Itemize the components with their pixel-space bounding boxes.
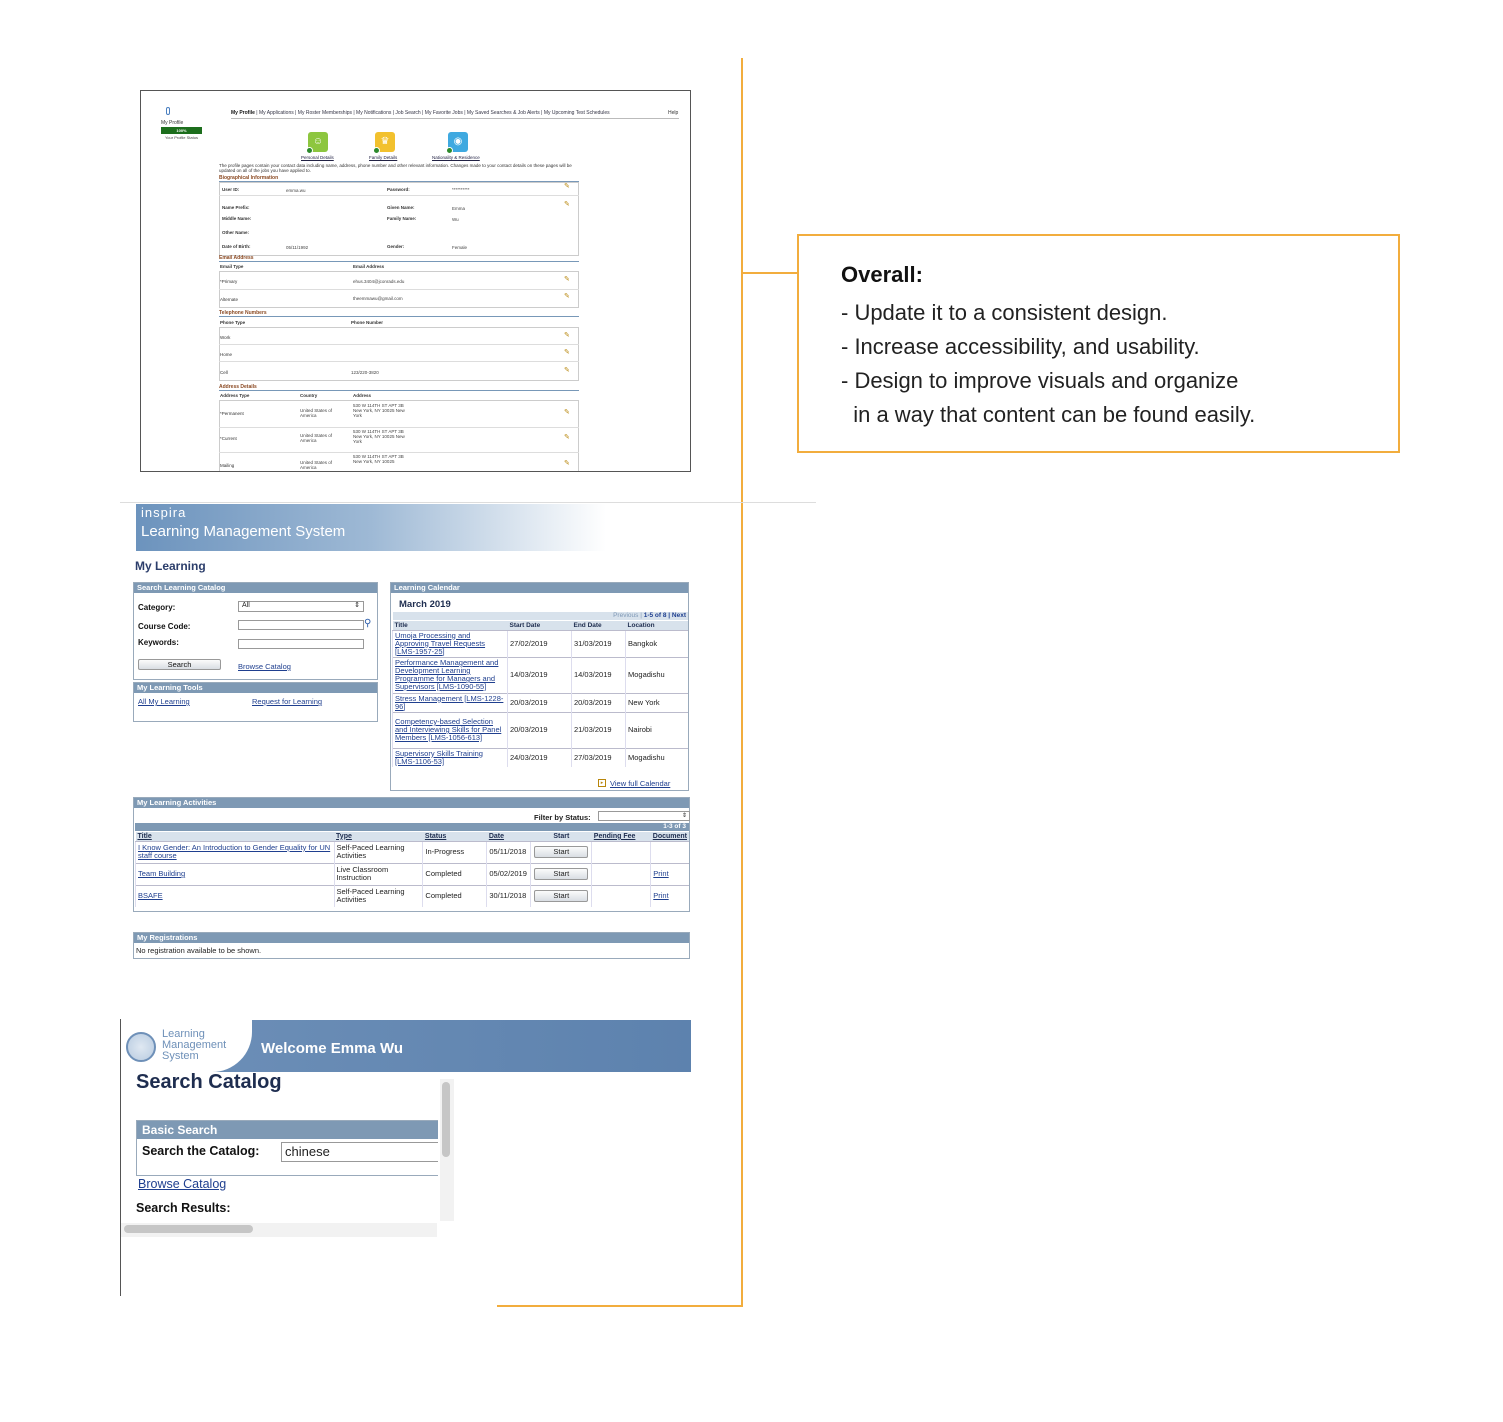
vertical-scroll-thumb[interactable] [442, 1082, 450, 1157]
edit-pencil-icon[interactable]: ✎ [564, 349, 570, 356]
location: Mogadishu [626, 748, 689, 767]
email-address: ehus.3404@jconrads.edu [353, 279, 405, 284]
end-date: 27/03/2019 [572, 748, 626, 767]
brand-name: inspira [141, 505, 187, 520]
nav-my-profile[interactable]: My Profile [231, 110, 255, 116]
overall-point: - Update it to a consistent design. [841, 300, 1168, 325]
table-row [393, 693, 689, 712]
row-divider [219, 289, 579, 290]
start-date: 20/03/2019 [508, 712, 572, 748]
profile-status-label: Your Profile Status [165, 135, 198, 140]
edit-pencil-icon[interactable]: ✎ [564, 183, 570, 190]
activities-heading: My Learning Activities [134, 798, 689, 808]
page-title: My Learning [135, 559, 206, 573]
family-name-value: Wu [452, 217, 459, 222]
un-emblem-icon [126, 1032, 156, 1062]
row-divider [219, 427, 579, 428]
address-header: Address [353, 393, 372, 398]
learning-activities-box [133, 797, 690, 912]
edit-pencil-icon[interactable]: ✎ [564, 460, 570, 467]
col-status[interactable]: Status [423, 832, 487, 841]
check-icon [446, 147, 453, 154]
address-country: United States of America [300, 408, 333, 418]
personal-details-link[interactable]: Personal Details [301, 155, 334, 160]
course-code-input[interactable] [238, 620, 364, 630]
logo-text: Learning Management System [162, 1028, 227, 1062]
pending-fee [592, 841, 651, 863]
col-title: Title [393, 621, 508, 630]
location: Nairobi [626, 712, 689, 748]
overall-annotation-box [797, 234, 1400, 453]
activity-date: 05/11/2018 [487, 841, 531, 863]
keywords-label: Keywords: [138, 638, 179, 647]
calendar-table [392, 621, 688, 767]
activity-type: Self-Paced Learning Activities [334, 841, 423, 863]
my-profile-label: My Profile [161, 120, 184, 126]
profile-intro-text: The profile pages contain your contact data including name, address, phone number and other relevant information. Changes made to your contact details on these pages will be updated on all of the jobs you have applied to. [219, 163, 572, 173]
lms-banner [136, 504, 606, 551]
course-link[interactable]: Performance Management and Development Learning Programme for Managers and Supervisors [LMS-1090-55] [395, 658, 499, 691]
profile-screenshot [140, 90, 691, 472]
panel-left-border [120, 1019, 121, 1296]
profile-top-nav[interactable] [231, 110, 610, 116]
personal-details-tile[interactable] [308, 132, 328, 152]
section-divider [120, 502, 816, 503]
table-row [136, 885, 690, 907]
category-value: All [242, 602, 250, 609]
person-icon: ☺ [312, 136, 324, 147]
email-address: theemmawu@gmail.com [353, 296, 403, 301]
activity-status: In-Progress [423, 841, 487, 863]
col-start-date: Start Date [508, 621, 572, 630]
edit-pencil-icon[interactable]: ✎ [564, 276, 570, 283]
table-row [136, 863, 690, 885]
activity-link[interactable]: Team Building [138, 869, 186, 878]
welcome-text: Welcome Emma Wu [261, 1040, 403, 1057]
course-link[interactable]: Umoja Processing and Approving Travel Requests [LMS-1957-25] [395, 630, 486, 656]
pager-previous[interactable]: Previous | [613, 612, 642, 619]
connector-bottom-line [497, 1305, 743, 1307]
profile-progress-bar: 100% [161, 127, 202, 134]
password-label: Password: [387, 187, 410, 192]
request-learning-link[interactable]: Request for Learning [252, 697, 323, 706]
overall-title: Overall: [841, 262, 923, 287]
gender-value: Female [452, 245, 468, 250]
learning-calendar [390, 582, 689, 791]
phone-type: Home [220, 352, 233, 357]
family-name-label: Family Name: [387, 216, 417, 221]
nav-divider [231, 118, 679, 119]
lookup-search-icon[interactable]: ⚲ [364, 618, 372, 629]
search-catalog-screenshot [120, 1019, 692, 1296]
family-details-tile[interactable] [375, 132, 395, 152]
col-title[interactable]: Title [136, 832, 335, 841]
registrations-box [133, 932, 690, 959]
activity-link[interactable]: I Know Gender: An Introduction to Gender Equality for UN staff course [138, 843, 331, 860]
start-date: 24/03/2019 [508, 748, 572, 767]
category-select[interactable] [238, 601, 364, 612]
basic-search-heading: Basic Search [137, 1121, 438, 1139]
table-row [393, 630, 689, 657]
activity-type: Self-Paced Learning Activities [334, 885, 423, 907]
activity-date: 30/11/2018 [487, 885, 531, 907]
calendar-icon[interactable]: ▸ [598, 779, 606, 787]
search-button[interactable]: Search [138, 659, 221, 670]
middle-name-label: Middle Name: [222, 216, 252, 221]
user-id-label: User ID: [222, 187, 240, 192]
phone-heading: Telephone Numbers [219, 310, 579, 317]
bio-heading: Biographical Information [219, 175, 579, 182]
family-icon: ♛ [380, 136, 390, 147]
course-link[interactable]: Competency-based Selection and Interviewing Skills for Panel Members [LMS-1056-613] [395, 717, 502, 742]
system-name: Learning Management System [141, 523, 346, 540]
catalog-search-input[interactable]: chinese [281, 1142, 438, 1162]
print-link[interactable]: Print [653, 869, 669, 878]
table-row [393, 712, 689, 748]
address-country: United States of America [300, 460, 333, 470]
col-type[interactable]: Type [334, 832, 423, 841]
table-row [393, 748, 689, 767]
row-divider [219, 344, 579, 345]
edit-pencil-icon[interactable]: ✎ [564, 409, 570, 416]
address-text: 530 W 114TH ST APT 3B New York, NY 10025 New York [353, 403, 405, 418]
email-address-header: Email Address [353, 264, 385, 269]
end-date: 14/03/2019 [572, 657, 626, 693]
activity-link[interactable]: BSAFE [138, 891, 163, 901]
pager-next[interactable]: | Next [668, 612, 686, 619]
gender-label: Gender: [387, 244, 405, 249]
row-divider [219, 195, 579, 196]
location: Bangkok [626, 630, 689, 657]
table-row [393, 657, 689, 693]
user-id-value: emma.wu [286, 188, 306, 193]
end-date: 21/03/2019 [572, 712, 626, 748]
pending-fee [592, 885, 651, 907]
category-label: Category: [138, 603, 176, 612]
edit-pencil-icon[interactable]: ✎ [564, 332, 570, 339]
phone-number-header: Phone Number [351, 320, 384, 325]
calendar-month: March 2019 [399, 599, 451, 610]
start-button[interactable]: Start [534, 846, 588, 858]
address-type: Mailing [220, 463, 235, 468]
family-details-link[interactable]: Family Details [369, 155, 398, 160]
browse-catalog-link[interactable]: Browse Catalog [238, 662, 291, 671]
all-my-learning-link[interactable]: All My Learning [138, 697, 190, 706]
nationality-link[interactable]: Nationality & Residence [432, 155, 480, 160]
help-link[interactable]: Help [668, 110, 679, 116]
table-row [136, 841, 690, 863]
end-date: 20/03/2019 [572, 693, 626, 712]
edit-pencil-icon[interactable]: ✎ [564, 434, 570, 441]
phone-type-header: Phone Type [220, 320, 246, 325]
start-date: 14/03/2019 [508, 657, 572, 693]
nav-links[interactable]: | My Applications | My Roster Memberships | My Notifications | Job Search | My Favorite Jobs | My Saved Searches & Job Alerts | My Upcoming Test Schedules [254, 110, 610, 116]
activity-date: 05/02/2019 [487, 863, 531, 885]
col-date[interactable]: Date [487, 832, 531, 841]
email-type: Alternate [220, 297, 239, 302]
view-full-calendar-link[interactable]: View full Calendar [610, 779, 671, 788]
calendar-heading: Learning Calendar [391, 583, 688, 593]
phone-type: Cell [220, 370, 228, 375]
dob-value: 05/11/1992 [286, 245, 309, 250]
given-name-label: Given Name: [387, 205, 415, 210]
start-date: 27/02/2019 [508, 630, 572, 657]
course-code-label: Course Code: [138, 622, 191, 631]
select-arrows-icon: ⇕ [681, 813, 687, 819]
given-name-value: Emma [452, 206, 466, 211]
search-catalog-title: Search Catalog [136, 1071, 282, 1093]
registrations-message: No registration available to be shown. [136, 946, 262, 955]
connector-top-line [741, 272, 798, 274]
address-heading: Address Details [219, 384, 579, 391]
edit-pencil-icon[interactable]: ✎ [564, 201, 570, 208]
email-type: *Primary [220, 279, 238, 284]
overall-point: in a way that content can be found easily. [841, 402, 1256, 427]
search-results-label: Search Results: [136, 1201, 231, 1215]
row-divider [219, 452, 579, 453]
location: New York [626, 693, 689, 712]
col-document[interactable]: Document [652, 832, 687, 840]
search-catalog-heading: Search Learning Catalog [134, 583, 377, 593]
search-the-catalog-label: Search the Catalog: [142, 1144, 260, 1158]
course-link[interactable]: Stress Management [LMS-1228-96] [395, 693, 504, 711]
email-heading: Email Address [219, 255, 579, 262]
connector-vertical-line [741, 58, 743, 1307]
overall-point: - Design to improve visuals and organize [841, 368, 1239, 393]
name-prefix-label: Name Prefix: [222, 205, 250, 210]
end-date: 31/03/2019 [572, 630, 626, 657]
filter-status-label: Filter by Status: [534, 813, 591, 822]
activities-table [135, 832, 689, 907]
address-type: *Permanent [220, 411, 244, 416]
pager-count: 1-5 of 8 [643, 612, 667, 619]
phone-table [219, 327, 579, 381]
keywords-input[interactable] [238, 639, 364, 649]
calendar-pager [393, 612, 688, 620]
learning-tools-heading: My Learning Tools [134, 683, 377, 693]
overall-point: - Increase accessibility, and usability. [841, 334, 1200, 359]
col-start: Start [531, 832, 592, 841]
row-divider [219, 361, 579, 362]
start-button[interactable]: Start [534, 890, 588, 902]
activity-type: Live Classroom Instruction [334, 863, 423, 885]
country-header: Country [300, 393, 318, 398]
lms-logo [120, 1020, 252, 1072]
browse-catalog-link[interactable]: Browse Catalog [138, 1177, 227, 1191]
password-value: ********** [452, 187, 470, 192]
dob-label: Date of Birth: [222, 244, 251, 249]
pending-fee [592, 863, 651, 885]
col-end-date: End Date [572, 621, 626, 630]
check-icon [306, 147, 313, 154]
location: Mogadishu [626, 657, 689, 693]
activity-status: Completed [423, 863, 487, 885]
edit-pencil-icon[interactable]: ✎ [564, 367, 570, 374]
email-type-header: Email Type [220, 264, 244, 269]
address-type-header: Address Type [220, 393, 250, 398]
registrations-heading: My Registrations [134, 933, 689, 943]
other-name-label: Other Name: [222, 230, 250, 235]
filter-status-select[interactable] [598, 811, 690, 821]
activity-status: Completed [423, 885, 487, 907]
start-date: 20/03/2019 [508, 693, 572, 712]
check-icon [373, 147, 380, 154]
phone-type: Work [220, 335, 231, 340]
address-text: 530 W 114TH ST APT 3B New York, NY 10025 New York [353, 429, 405, 444]
phone-number: 123/220-3820 [351, 370, 379, 375]
un-logo-icon [166, 107, 170, 115]
select-arrows-icon: ⇕ [354, 602, 360, 609]
col-pending-fee[interactable]: Pending Fee [592, 832, 651, 841]
col-location: Location [626, 621, 689, 630]
address-country: United States of America [300, 433, 333, 443]
nationality-tile[interactable] [448, 132, 468, 152]
horizontal-scroll-thumb[interactable] [124, 1225, 253, 1233]
course-link[interactable]: Supervisory Skills Training [LMS-1106-53] [395, 748, 483, 766]
globe-icon: ◉ [453, 136, 463, 147]
activities-count: 1-3 of 3 [135, 823, 689, 831]
print-link[interactable]: Print [653, 891, 669, 901]
edit-pencil-icon[interactable]: ✎ [564, 293, 570, 300]
address-type: *Current [220, 436, 237, 441]
address-text: 530 W 114TH ST APT 3B New York, NY 10025 [353, 454, 404, 464]
start-button[interactable]: Start [534, 868, 588, 880]
